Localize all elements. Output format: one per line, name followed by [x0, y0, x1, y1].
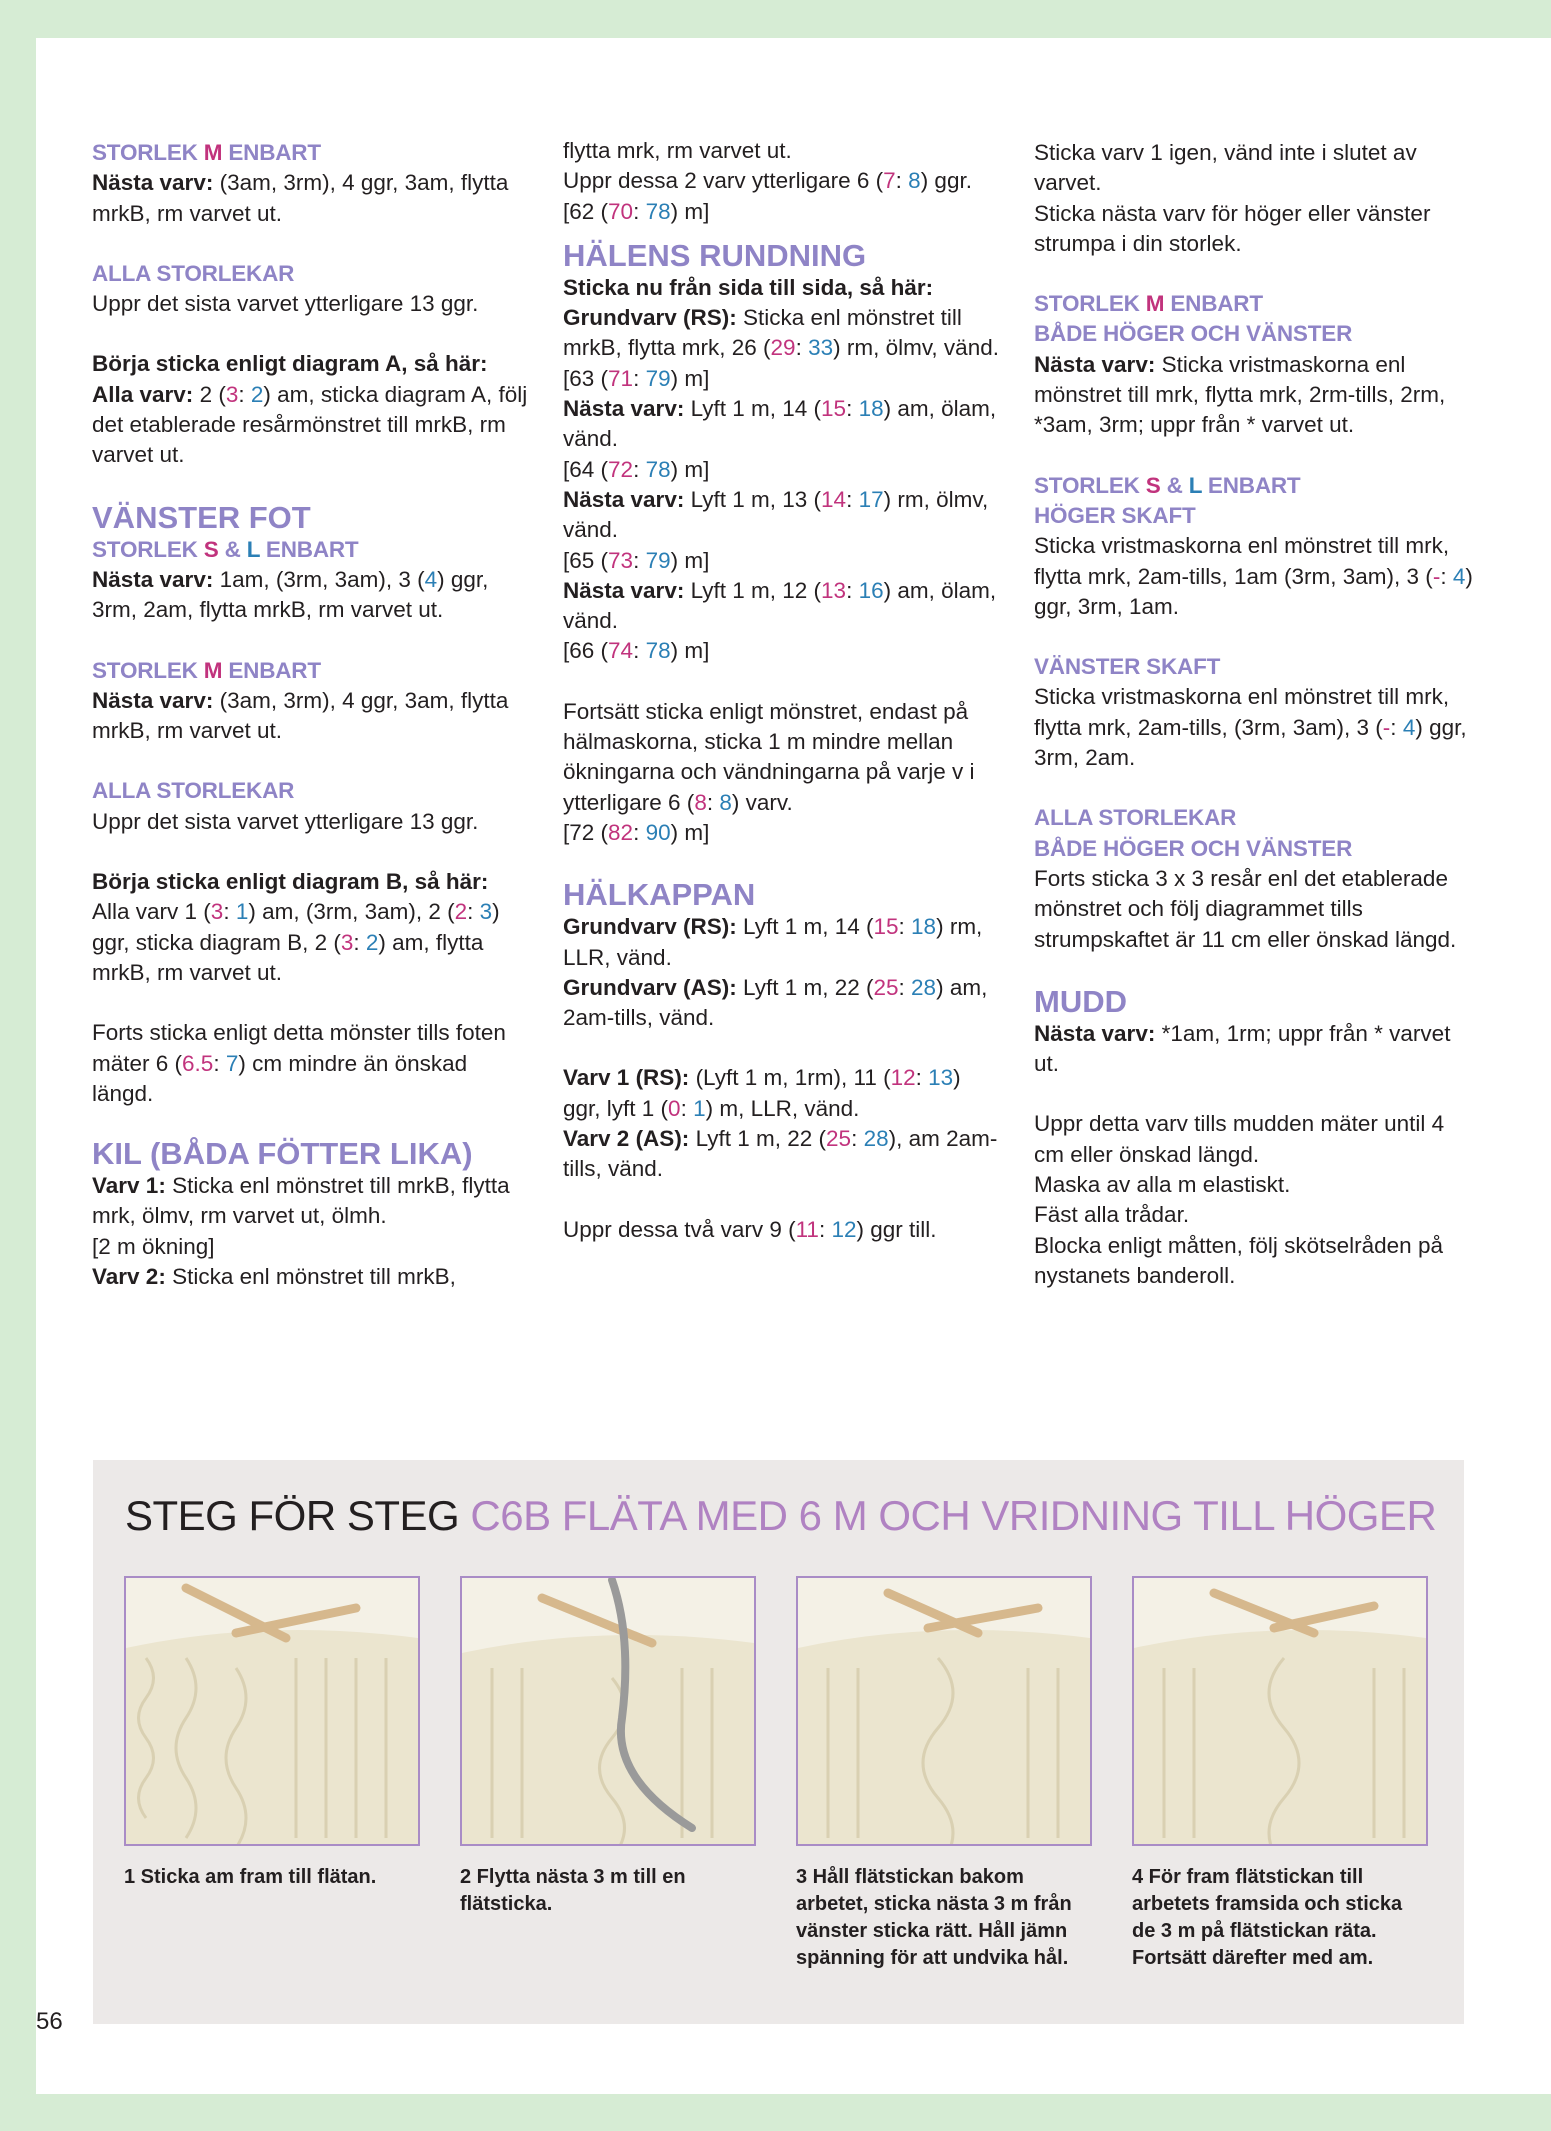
stitch-count: [62 (70: 78) m] [563, 198, 710, 224]
stitch-count: [63 (71: 79) m] [563, 365, 710, 391]
row-label: Grundvarv (RS): [563, 305, 737, 331]
subheading: STORLEK M ENBART [1034, 291, 1263, 317]
block-continuation [563, 136, 1003, 227]
block-fortsatt: Fortsätt sticka enligt mönstret, endast på hälmaskorna, sticka 1 m mindre mellan ökningarna och vändningarna på varje v i ytterligare 6 (8: 8) varv. [72 (82: 90) m] [563, 697, 1003, 848]
row-label: Varv 2 (AS): [563, 1126, 690, 1152]
subheading: BÅDE HÖGER OCH VÄNSTER [1034, 835, 1353, 861]
subheading: ALLA STORLEKAR [92, 778, 295, 804]
column-3 [1034, 138, 1474, 1321]
bold-heading: Sticka nu från sida till sida, så här: [563, 274, 934, 300]
column-1 [92, 138, 532, 1322]
block-intro [1034, 138, 1474, 259]
step-4 [1132, 1576, 1428, 1972]
block-diagram-a: Börja sticka enligt diagram A, så här: Alla varv: 2 (3: 2) am, sticka diagram A, följ det etablerade resårmönstret till mrkB, rm varvet ut. [92, 349, 532, 470]
row-text: Sticka varv 1 igen, vänd inte i slutet av varvet. [1034, 140, 1417, 196]
block-vanster-fot: VÄNSTER FOT STORLEK S & L ENBART Nästa varv: 1am, (3rm, 3am), 3 (4) ggr, 3rm, 2am, flytta mrkB, rm varvet ut. [92, 501, 532, 626]
row-text: flytta mrk, rm varvet ut. [563, 138, 792, 163]
row-label: Nästa varv: [92, 687, 214, 713]
row-label: Varv 1 (RS): [563, 1065, 690, 1091]
column-2 [563, 136, 1003, 1275]
block-halens-rundning: HÄLENS RUNDNING Sticka nu från sida till sida, så här: Grundvarv (RS): Sticka enl mönstret till mrkB, flytta mrk, 26 (29: 33) rm, ölmv, vänd. [63 (71: 79) m] Nästa varv: Lyft 1 m, 14 (15: 18) am, ölam, vänd. [64 (72: 78) m] Nästa varv: Lyft 1 m, 13 (14: 17) rm, ölmv, vänd. [65 (73: 79) m] Nästa varv: Lyft 1 m, 12 (13: 16) am, ölam, vänd. [66 (74: 78) m] [563, 239, 1003, 667]
row-label: Nästa varv: [1034, 1020, 1156, 1046]
block-diagram-b: Börja sticka enligt diagram B, så här: Alla varv 1 (3: 1) am, (3rm, 3am), 2 (2: 3) ggr, sticka diagram B, 2 (3: 2) am, flytta mrkB, rm varvet ut. [92, 867, 532, 988]
section-title: MUDD [1034, 983, 1127, 1019]
block-kil [92, 1137, 532, 1292]
subheading: VÄNSTER SKAFT [1034, 654, 1221, 680]
step-1 [124, 1576, 420, 1891]
subheading: ALLA STORLEKAR [1034, 805, 1237, 831]
row-text: Sticka enl mönstret till mrkB, flytta mrk, ölmv, rm varvet ut, ölmh. [92, 1173, 510, 1229]
stitch-count: [65 (73: 79) m] [563, 547, 710, 573]
row-label: Varv 2: [92, 1264, 166, 1290]
stitch-count: [2 m ökning] [92, 1233, 215, 1259]
step-by-step-panel [93, 1460, 1464, 2024]
subheading: STORLEK M ENBART [92, 140, 321, 165]
section-title: HÄLKAPPAN [563, 877, 756, 913]
step-4-photo [1132, 1576, 1428, 1846]
stitch-count: [72 (82: 90) m] [563, 819, 710, 845]
block-storlek-m-2 [92, 656, 532, 747]
row-label: Nästa varv: [92, 170, 214, 196]
row-text: Blocka enligt måtten, följ skötselråden på nystanets banderoll. [1034, 1232, 1443, 1288]
row-text: (3am, 3rm), 4 ggr, 3am, flytta mrkB, rm varvet ut. [92, 170, 509, 226]
page-number: 56 [36, 2008, 63, 2035]
step-1-caption: 1 Sticka am fram till flätan. [124, 1866, 377, 1888]
block-hoger-skaft: STORLEK S & L ENBART HÖGER SKAFT Sticka vristmaskorna enl mönstret till mrk, flytta mrk, 2am-tills, 1am (3rm, 3am), 3 (-: 4) ggr, 3rm, 1am. [1034, 472, 1473, 619]
block-finish [1034, 1109, 1474, 1291]
row-label: Varv 1: [92, 1173, 166, 1199]
block-mudd [1034, 985, 1474, 1080]
bold-heading: Börja sticka enligt diagram A, så här: [92, 351, 488, 377]
row-text: Maska av alla m elastiskt. [1034, 1172, 1291, 1198]
row-text: Uppr detta varv tills mudden mäter until 4 cm eller önskad längd. [1034, 1111, 1445, 1167]
bold-heading: Börja sticka enligt diagram B, så här: [92, 869, 489, 895]
step-2 [460, 1576, 756, 1918]
stitch-count: [64 (72: 78) m] [563, 456, 710, 482]
row-label: Nästa varv: [1034, 351, 1156, 377]
section-title: KIL (BÅDA FÖTTER LIKA) [92, 1136, 473, 1172]
subheading: STORLEK S & L ENBART [1034, 472, 1301, 498]
subheading: HÖGER SKAFT [1034, 502, 1196, 528]
step-1-photo [124, 1576, 420, 1846]
step-2-caption: 2 Flytta nästa 3 m till en flätsticka. [460, 1866, 686, 1915]
block-alla-storlekar [92, 259, 532, 320]
row-label: Nästa varv: [92, 566, 214, 592]
block-storlek-m [92, 138, 532, 229]
block-uppr: Uppr dessa två varv 9 (11: 12) ggr till. [563, 1216, 937, 1242]
row-text: Fäst alla trådar. [1034, 1202, 1190, 1228]
row-label: Grundvarv (AS): [563, 974, 737, 1000]
row-label: Grundvarv (RS): [563, 914, 737, 940]
subheading: BÅDE HÖGER OCH VÄNSTER [1034, 321, 1353, 347]
block-alla-storlekar [1034, 803, 1474, 954]
page [36, 38, 1551, 2094]
row-text: Sticka nästa varv för höger eller vänster strumpa i din storlek. [1034, 200, 1431, 256]
row-label: Alla varv: [92, 381, 194, 407]
stitch-count: [66 (74: 78) m] [563, 638, 710, 664]
subheading: STORLEK S & L ENBART [92, 536, 359, 562]
row-text: *1am, 1rm; uppr från * varvet ut. [1034, 1020, 1451, 1077]
row-text: Uppr det sista varvet ytterligare 13 ggr. [92, 291, 479, 317]
block-halkappan: HÄLKAPPAN Grundvarv (RS): Lyft 1 m, 14 (15: 18) rm, LLR, vänd. Grundvarv (AS): Lyft 1 m, 22 (25: 28) am, 2am-tills, vänd. [563, 878, 1003, 1033]
subheading: STORLEK M ENBART [92, 657, 321, 683]
block-alla-storlekar-2 [92, 776, 532, 837]
row-text: (3am, 3rm), 4 ggr, 3am, flytta mrkB, rm varvet ut. [92, 687, 509, 744]
row-label: Nästa varv: [563, 486, 685, 512]
step-3 [796, 1576, 1092, 1972]
row-label: Nästa varv: [563, 577, 685, 603]
step-2-photo [460, 1576, 756, 1846]
section-title: HÄLENS RUNDNING [563, 237, 867, 273]
row-text: Uppr det sista varvet ytterligare 13 ggr. [92, 808, 479, 834]
row-text: Forts sticka 3 x 3 resår enl det etablerade mönstret och följ diagrammet tills strumpskaftet är 11 cm eller önskad längd. [1034, 865, 1457, 952]
block-storlek-m [1034, 289, 1474, 440]
step-3-caption: 3 Håll flätstickan bakom arbetet, sticka nästa 3 m från vänster sticka rätt. Håll jämn spänning för att undvika hål. [796, 1866, 1072, 1969]
steps-title: STEG FÖR STEG C6B FLÄTA MED 6 M OCH VRIDNING TILL HÖGER [125, 1492, 1437, 1539]
step-3-photo [796, 1576, 1092, 1846]
subheading: ALLA STORLEKAR [92, 260, 295, 286]
row-text: Uppr dessa 2 varv ytterligare 6 (7: 8) ggr. [563, 168, 972, 194]
step-4-caption: 4 För fram flätstickan till arbetets framsida och sticka de 3 m på flätstickan räta. Fortsätt därefter med am. [1132, 1866, 1403, 1969]
block-forts: Forts sticka enligt detta mönster tills foten mäter 6 (6.5: 7) cm mindre än önskad längd. [92, 1020, 506, 1106]
row-label: Nästa varv: [563, 396, 685, 422]
row-text: Sticka enl mönstret till mrkB, [165, 1264, 456, 1290]
block-vanster-skaft: VÄNSTER SKAFT Sticka vristmaskorna enl mönstret till mrk, flytta mrk, 2am-tills, (3rm, 3am), 3 (-: 4) ggr, 3rm, 2am. [1034, 652, 1474, 773]
block-varv: Varv 1 (RS): (Lyft 1 m, 1rm), 11 (12: 13) ggr, lyft 1 (0: 1) m, LLR, vänd. Varv 2 (AS): Lyft 1 m, 22 (25: 28), am 2am-tills, vänd. [563, 1065, 998, 1182]
section-title: VÄNSTER FOT [92, 499, 311, 535]
row-text: Sticka vristmaskorna enl mönstret till mrk, flytta mrk, 2rm-tills, 2rm, *3am, 3rm; uppr från * varvet ut. [1034, 351, 1446, 438]
